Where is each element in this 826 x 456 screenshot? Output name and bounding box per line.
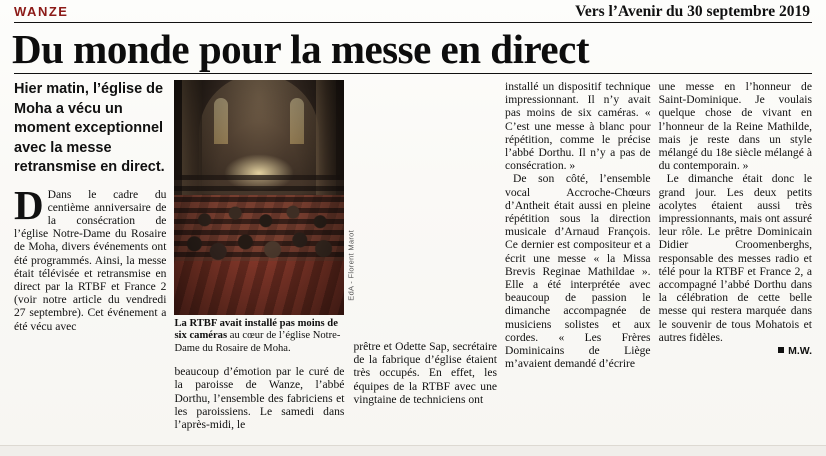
photo-caption-lead: La RTBF avait installé pas moins de six caméras: [174, 318, 338, 342]
article-body: [10, 80, 816, 450]
column-photo-text: [174, 365, 344, 431]
photo-figure: [174, 80, 356, 355]
column-three: [505, 80, 659, 450]
publication-source: Vers l’Avenir du 30 septembre 2019: [575, 3, 810, 20]
section-kicker: WANZE: [14, 4, 69, 19]
photo-caption: [174, 318, 344, 355]
article-byline: M.W.: [659, 345, 812, 357]
page-title: Du monde pour la messe en direct: [12, 26, 589, 72]
column-two: [344, 80, 505, 450]
paragraph-col4-a: installé un dispositif technique impressionnant. Il n’y avait pas moins de six caméras. « C’est une messe à blanc pour répétition, comme le précise l’abbé Dorthu. Il n’y a pas de consécration. »: [505, 80, 651, 173]
photo-credit: EdA - Florent Marot: [346, 230, 356, 301]
column-photo: [174, 80, 356, 450]
drop-cap: D: [14, 181, 44, 228]
photo-caption-rest: au cœur de l’église Notre-Dame du Rosaire de Moha.: [174, 330, 341, 354]
paragraph-col5-b: Le dimanche était donc le grand jour. Les deux petits acolytes étaient aussi très impressionnants, mais ont assuré leur rôle. Le prêtre Dominicain Didier Croomenberghs, responsable des messes radio et télé pour la RTBF et France 2, a accompagné l’abbé Dorthu dans la célébration de cette belle messe qui restera marquée dans le souvenir de tous Mohatois et autres fidèles.: [658, 172, 812, 344]
headline-rule: [14, 73, 812, 74]
photo-layer-vignette: [174, 80, 344, 315]
paragraph-col4-b: De son côté, l’ensemble vocal Accroche-Chœurs d’Antheit était aussi en pleine répétition sous la direction musicale d’Arnaud François. Ce dernier est compositeur et a écrit une messe « la Missa Brevis Reginae Mathildae ». Elle a été interprétée avec beaucoup de passion le dimanche accompagnée de musiciens solistes et aux cordes. « Les Frères Dominicains de Liège m’avaient demandé d’écrire: [505, 172, 651, 371]
masthead: [10, 0, 816, 26]
end-mark-icon: [778, 347, 784, 353]
masthead-rule: [14, 22, 812, 23]
paragraph-col3: prêtre et Odette Sap, secrétaire de la fabrique d’église étaient très occupés. En effet, les équipes de la RTBF avec une vingtaine de techniciens ont: [353, 340, 498, 406]
page-footer: [0, 445, 826, 456]
church-photo: [174, 80, 344, 315]
paragraph-col5-a: une messe en l’honneur de Saint-Dominique. Je voulais quelque chose de vivant en l’honneur de la Reine Mathilde, mais je reste dans un style mélangé du 18e siècle mélangé à du contemporain. »: [658, 80, 812, 173]
column-one: [14, 80, 174, 450]
paragraph-col1: D Dans le cadre du centième anniversaire de la consécration de l’église Notre-Dame du Rosaire de Moha, divers événements ont été programmés. Ainsi, la messe était télévisée et retransmise en direct par la RTBF et France 2 (voir notre article du vendredi 27 septembre). Cet événement a été vécu avec: [14, 181, 167, 333]
column-four: [659, 80, 812, 450]
paragraph-col2: beaucoup d’émotion par le curé de la paroisse de Wanze, l’abbé Dorthu, l’ensemble des fabriciens et les paroissiens. Le samedi dans l’après-midi, le: [174, 365, 345, 432]
article-lede: Hier matin, l’église de Moha a vécu un moment exceptionnel avec la messe retransmise en direct.: [14, 81, 165, 175]
